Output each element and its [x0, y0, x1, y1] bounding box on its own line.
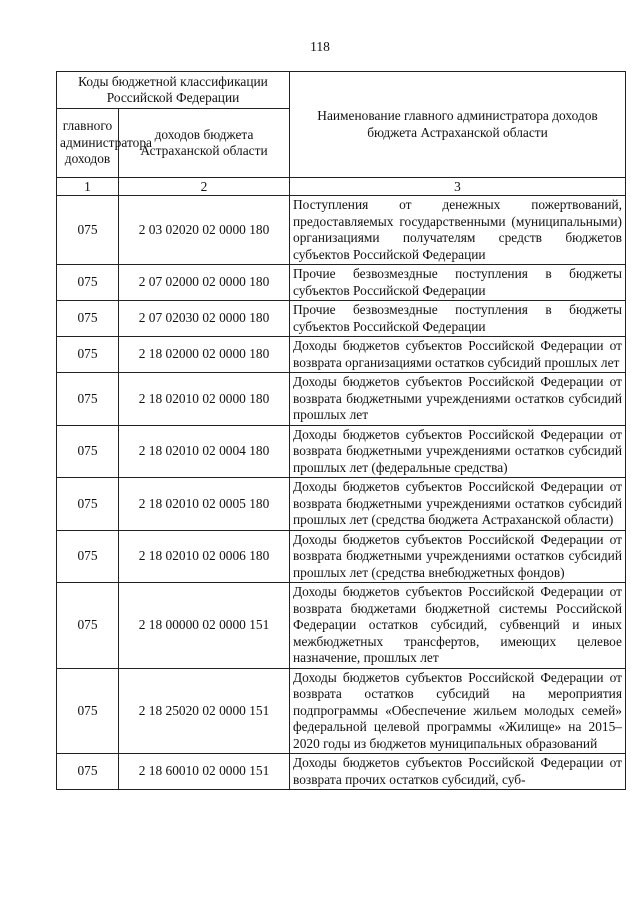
table-row — [57, 583, 626, 669]
table-row — [57, 754, 626, 790]
admin-code: 075 — [57, 530, 119, 583]
header-index-row — [57, 178, 626, 196]
income-name: Доходы бюджетов субъектов Российской Федерации от возврата бюджетными учреждениями остатков субсидий прошлых лет (средства бюджета Астраханской области) — [290, 478, 626, 531]
index-3: 3 — [290, 178, 626, 196]
income-code: 2 18 60010 02 0000 151 — [119, 754, 290, 790]
admin-code: 075 — [57, 373, 119, 426]
income-code: 2 18 02010 02 0006 180 — [119, 530, 290, 583]
page-number: 118 — [310, 39, 330, 54]
table-row — [57, 530, 626, 583]
income-code: 2 07 02000 02 0000 180 — [119, 265, 290, 301]
table-row — [57, 373, 626, 426]
admin-code: 075 — [57, 754, 119, 790]
table-row — [57, 337, 626, 373]
index-2: 2 — [119, 178, 290, 196]
income-name: Доходы бюджетов субъектов Российской Федерации от возврата прочих остатков субсидий, суб- — [290, 754, 626, 790]
header-admin-column: главного администратора доходов — [57, 109, 119, 178]
income-code: 2 18 02010 02 0004 180 — [119, 425, 290, 478]
admin-code: 075 — [57, 425, 119, 478]
income-name: Доходы бюджетов субъектов Российской Федерации от возврата бюджетными учреждениями остатков субсидий прошлых лет (федеральные средства) — [290, 425, 626, 478]
table-row — [57, 301, 626, 337]
admin-code: 075 — [57, 478, 119, 531]
admin-code: 075 — [57, 668, 119, 754]
admin-code: 075 — [57, 196, 119, 265]
income-code: 2 18 02000 02 0000 180 — [119, 337, 290, 373]
table-row — [57, 196, 626, 265]
header-name-column: Наименование главного администратора доходов бюджета Астраханской области — [290, 72, 626, 178]
table-row — [57, 668, 626, 754]
income-name: Поступления от денежных пожертвований, предоставляемых государственными (муниципальными) организациями получателям средств бюджетов субъектов Российской Федерации — [290, 196, 626, 265]
income-code: 2 18 00000 02 0000 151 — [119, 583, 290, 669]
index-1: 1 — [57, 178, 119, 196]
admin-code: 075 — [57, 301, 119, 337]
income-code: 2 03 02020 02 0000 180 — [119, 196, 290, 265]
admin-code: 075 — [57, 583, 119, 669]
income-code: 2 18 02010 02 0000 180 — [119, 373, 290, 426]
income-name: Прочие безвозмездные поступления в бюджеты субъектов Российской Федерации — [290, 265, 626, 301]
income-code: 2 18 25020 02 0000 151 — [119, 668, 290, 754]
income-name: Доходы бюджетов субъектов Российской Федерации от возврата бюджетными учреждениями остатков субсидий прошлых лет (средства внебюджетных фондов) — [290, 530, 626, 583]
table-row — [57, 265, 626, 301]
income-name: Прочие безвозмездные поступления в бюджеты субъектов Российской Федерации — [290, 301, 626, 337]
admin-code: 075 — [57, 265, 119, 301]
header-codes-group: Коды бюджетной классификации Российской Федерации — [57, 72, 290, 109]
income-name: Доходы бюджетов субъектов Российской Федерации от возврата организациями остатков субсидий прошлых лет — [290, 337, 626, 373]
income-code: 2 18 02010 02 0005 180 — [119, 478, 290, 531]
table-row — [57, 478, 626, 531]
income-code: 2 07 02030 02 0000 180 — [119, 301, 290, 337]
header-income-column: доходов бюджета Астраханской области — [119, 109, 290, 178]
income-name: Доходы бюджетов субъектов Российской Федерации от возврата бюджетами бюджетной системы Российской Федерации остатков субсидий, субвенций и иных межбюджетных трансфертов, имеющих целевое назначение, прошлых лет — [290, 583, 626, 669]
income-name: Доходы бюджетов субъектов Российской Федерации от возврата остатков субсидий на мероприятия подпрограммы «Обеспечение жильем молодых семей» федеральной целевой программы «Жилище» на 2015–2020 годы из бюджетов муниципальных образований — [290, 668, 626, 754]
budget-codes-table — [56, 71, 626, 790]
income-name: Доходы бюджетов субъектов Российской Федерации от возврата бюджетными учреждениями остатков субсидий прошлых лет — [290, 373, 626, 426]
table-row — [57, 425, 626, 478]
header-row-1 — [57, 72, 626, 109]
admin-code: 075 — [57, 337, 119, 373]
